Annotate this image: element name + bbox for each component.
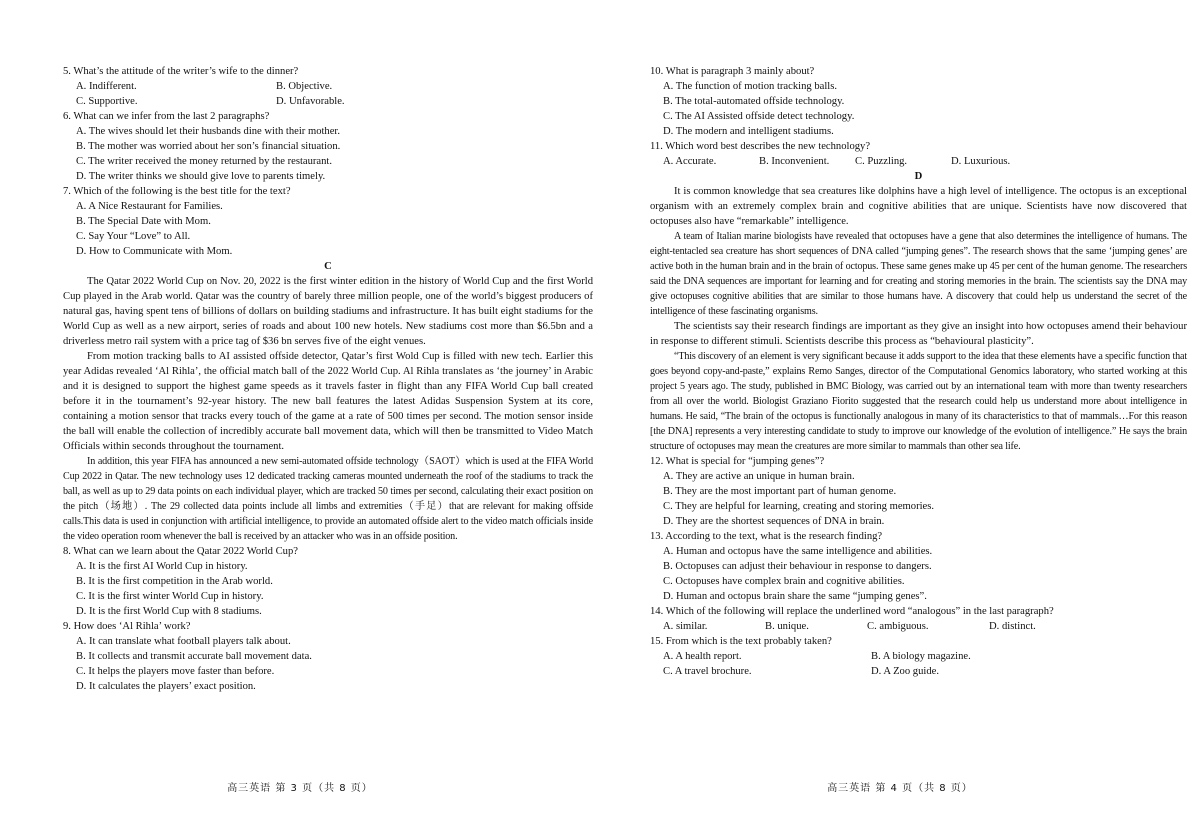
option: D. Luxurious. bbox=[951, 156, 1011, 167]
option: B. unique. bbox=[765, 621, 809, 632]
question-14-options bbox=[663, 619, 1187, 634]
question-8: 8. What can we learn about the Qatar 2022 World Cup? bbox=[63, 546, 298, 557]
option: C. Octopuses have complex brain and cognitive abilities. bbox=[663, 576, 905, 587]
passage-c-paragraph-2: From motion tracking balls to AI assisted offside detector, Qatar’s first Wold Cup is filled with new tech. Earlier this year Adidas revealed ‘Al Rihla’, the official match ball of the 2022 World Cup. Al Rihla translates as ‘the journey’ in Arabic and it is designed to support the highest game speeds as it travels faster in flight than any FIFA World Cup ball created before it in the tournament’s 92-year history. The new ball features the latest Adidas Suspension System at its core, containing a motion sensor that tracks every touch of the game at a rate of 500 times per second. The motion sensor inside the ball will enable the collection of incredibly accurate ball movement data, which will then be transmitted to Video Match Officials within seconds throughout the tournament. bbox=[63, 351, 593, 452]
option: C. They are helpful for learning, creating and storing memories. bbox=[663, 501, 935, 512]
option: B. The total-automated offside technology. bbox=[663, 96, 845, 107]
right-column bbox=[650, 64, 1187, 679]
passage-d-paragraph-3: The scientists say their research findings are important as they give an insight into how octopuses amend their behaviour in response to different stimuli. Scientists describe this process as “behavioural plasticity”. bbox=[650, 321, 1187, 347]
question-10: 10. What is paragraph 3 mainly about? bbox=[650, 66, 815, 77]
page-footer: 高三英语 第 4 页（共 8 页） bbox=[827, 783, 973, 794]
question-7: 7. Which of the following is the best title for the text? bbox=[63, 186, 291, 197]
page-4 bbox=[600, 0, 1200, 832]
left-column bbox=[63, 64, 593, 694]
passage-d-paragraph-1: It is common knowledge that sea creatures like dolphins have a high level of intelligence. The octopus is an exceptional organism with an extremely complex brain and cognitive abilities that are unique. Scientists have now discovered that octopuses also have “remarkable” intelligence. bbox=[650, 186, 1187, 227]
option: C. A travel brochure. bbox=[663, 666, 752, 677]
option: C. It is the first winter World Cup in history. bbox=[76, 591, 264, 602]
question-15-options bbox=[663, 664, 1187, 679]
option: C. It helps the players move faster than before. bbox=[76, 666, 275, 677]
option: D. They are the shortest sequences of DNA in brain. bbox=[663, 516, 885, 527]
option: D. Unfavorable. bbox=[276, 96, 345, 107]
option: A. Accurate. bbox=[663, 156, 717, 167]
question-14: 14. Which of the following will replace the underlined word “analogous” in the last paragraph? bbox=[650, 606, 1054, 617]
option: D. Human and octopus brain share the same “jumping genes”. bbox=[663, 591, 927, 602]
option: C. The writer received the money returned by the restaurant. bbox=[76, 156, 333, 167]
option: A. Human and octopus have the same intelligence and abilities. bbox=[663, 546, 933, 557]
passage-d-paragraph-2: A team of Italian marine biologists have revealed that octopuses have a gene that also determines the intelligence of humans. The eight-tentacled sea creature has short sequences of DNA called “jumping genes”. The research shows that the same ‘jumping genes’ are active both in the human brain and in the brain of octopus. These same genes make up 45 per cent of the human genome. The researchers said the DNA sequences are important for learning and for creating and storing memories in the brain. The scientists say the DNA may give octopuses cognitive abilities that are similar to those humans have. A discovery that could help us understand the secret of the intelligence of these fascinating organisms. bbox=[650, 231, 1187, 317]
option: A. It can translate what football players talk about. bbox=[76, 636, 291, 647]
option: D. It is the first World Cup with 8 stadiums. bbox=[76, 606, 262, 617]
option: A. They are active an unique in human brain. bbox=[663, 471, 855, 482]
option: A. A Nice Restaurant for Families. bbox=[76, 201, 223, 212]
question-5-options bbox=[76, 79, 593, 94]
option: B. Objective. bbox=[276, 81, 333, 92]
option: D. How to Communicate with Mom. bbox=[76, 246, 233, 257]
question-15-options bbox=[663, 649, 1187, 664]
question-11: 11. Which word best describes the new technology? bbox=[650, 141, 871, 152]
option: C. Supportive. bbox=[76, 96, 138, 107]
passage-d-paragraph-4: “This discovery of an element is very significant because it adds support to the idea that these elements have a specific function that goes beyond copy-and-paste,” explains Remo Sanges, director of the Computational Genomics laboratory, who started working at this project 5 years ago. The study, published in BMC Biology, was carried out by an international team with more than twenty researchers from all over the world. Biologist Graziano Fiorito suggested that the research could help us understand more about intelligence in humans. He said, “The brain of the octopus is functionally analogous in many of its characteristics to that of mammals…For this reason [the DNA] represents a very interesting candidate to study to improve our knowledge of the evolution of intelligence.” He says the brain structure of octopuses may mean the creatures are more similar to mammals than other sea life. bbox=[650, 351, 1187, 452]
option: B. A biology magazine. bbox=[871, 651, 971, 662]
option: C. Puzzling. bbox=[855, 156, 908, 167]
option: D. The modern and intelligent stadiums. bbox=[663, 126, 834, 137]
section-c-heading: C bbox=[324, 261, 332, 272]
question-6: 6. What can we infer from the last 2 paragraphs? bbox=[63, 111, 270, 122]
option: B. They are the most important part of human genome. bbox=[663, 486, 897, 497]
question-5: 5. What’s the attitude of the writer’s wife to the dinner? bbox=[63, 66, 299, 77]
option: A. The wives should let their husbands dine with their mother. bbox=[76, 126, 341, 137]
option: B. The mother was worried about her son’s financial situation. bbox=[76, 141, 341, 152]
option: C. ambiguous. bbox=[867, 621, 929, 632]
option: A. It is the first AI World Cup in history. bbox=[76, 561, 248, 572]
option: D. A Zoo guide. bbox=[871, 666, 939, 677]
question-11-options bbox=[663, 154, 1187, 169]
question-9: 9. How does ‘Al Rihla’ work? bbox=[63, 621, 191, 632]
question-15: 15. From which is the text probably taken? bbox=[650, 636, 832, 647]
option: B. It is the first competition in the Arab world. bbox=[76, 576, 273, 587]
page-footer: 高三英语 第 3 页（共 8 页） bbox=[227, 783, 373, 794]
option: C. Say Your “Love” to All. bbox=[76, 231, 191, 242]
section-d-heading: D bbox=[914, 171, 923, 182]
question-13: 13. According to the text, what is the research finding? bbox=[650, 531, 883, 542]
option: A. The function of motion tracking balls. bbox=[663, 81, 837, 92]
option: B. The Special Date with Mom. bbox=[76, 216, 211, 227]
option: D. The writer thinks we should give love to parents timely. bbox=[76, 171, 326, 182]
question-5-options bbox=[76, 94, 593, 109]
option: B. It collects and transmit accurate ball movement data. bbox=[76, 651, 312, 662]
option: D. distinct. bbox=[989, 621, 1036, 632]
option: D. It calculates the players’ exact position. bbox=[76, 681, 256, 692]
option: B. Inconvenient. bbox=[759, 156, 830, 167]
option: A. A health report. bbox=[663, 651, 742, 662]
option: A. Indifferent. bbox=[76, 81, 137, 92]
question-12: 12. What is special for “jumping genes”? bbox=[650, 456, 825, 467]
option: B. Octopuses can adjust their behaviour in response to dangers. bbox=[663, 561, 932, 572]
option: A. similar. bbox=[663, 621, 708, 632]
option: C. The AI Assisted offside detect technology. bbox=[663, 111, 855, 122]
passage-c-paragraph-1: The Qatar 2022 World Cup on Nov. 20, 2022 is the first winter edition in the history of World Cup and the first World Cup played in the Arab world. Qatar was the country of barely three million people, one of the world’s biggest producers of natural gas, having spent tens of billions of dollars on building stadiums and infrastructure. It has built eight stadiums for the World Cup as well as a new airport, series of roads and about 100 new hotels. New stadiums cost more than $6.5bn and a driverless metro rail system with a price tag of $36 bn serves five of the eight venues. bbox=[63, 276, 593, 347]
passage-c-paragraph-3: In addition, this year FIFA has announced a new semi-automated offside technology（SAOT）which is used at the FIFA World Cup 2022 in Qatar. The new technology uses 12 dedicated tracking cameras mounted underneath the roof of the stadiums to track the ball, as well as up to 29 data points on each individual player, which are tracked 50 times per second, calculating their exact position on the pitch（场地）. The 29 collected data points include all limbs and extremities（手足）that are relevant for making offside calls.This data is used in conjunction with artificial intelligence, to provide an automated offside alert to the video match officials inside the video operation room whenever the ball is received by an attacker who was in an offside position. bbox=[63, 456, 593, 542]
